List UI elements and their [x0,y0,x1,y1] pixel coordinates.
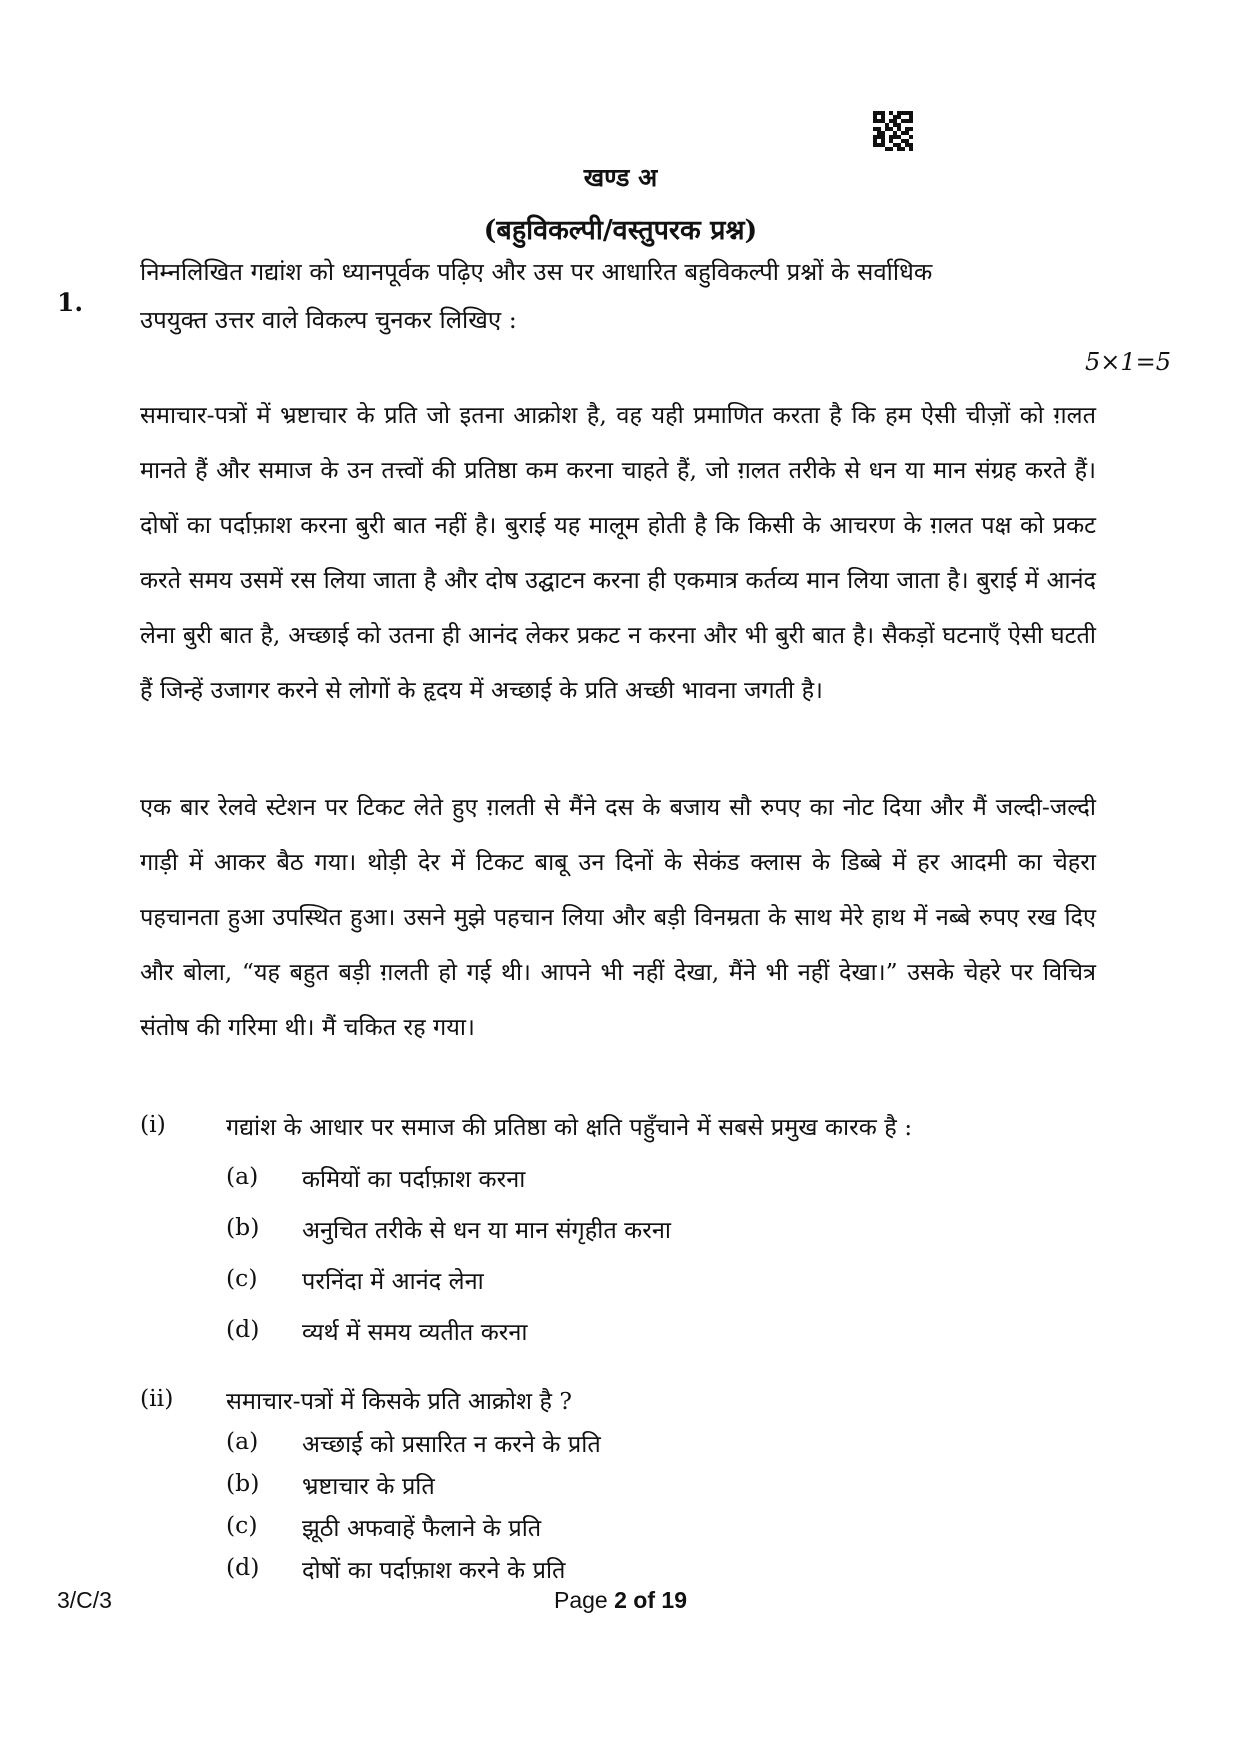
page-current: 2 [614,1587,627,1613]
option-label: (a) [226,1427,259,1455]
subquestion-number: (i) [140,1110,166,1138]
option-label: (b) [226,1213,260,1241]
page-prefix: Page [554,1587,615,1613]
option-text: परनिंदा में आनंद लेना [302,1267,484,1295]
subquestion-text: गद्यांश के आधार पर समाज की प्रतिष्ठा को क्षति पहुँचाने में सबसे प्रमुख कारक है : [226,1113,913,1141]
subquestion-text: समाचार-पत्रों में किसके प्रति आक्रोश है ? [226,1387,572,1415]
option-text: अनुचित तरीके से धन या मान संगृहीत करना [302,1216,671,1244]
option-text: कमियों का पर्दाफ़ाश करना [302,1165,526,1193]
option-text: दोषों का पर्दाफ़ाश करने के प्रति [302,1556,566,1584]
option-text: झूठी अफवाहें फैलाने के प्रति [302,1514,542,1542]
page-of: of [626,1587,662,1613]
footer-page-number [0,1587,1241,1614]
footer-paper-code: 3/C/3 [57,1587,112,1613]
option-label: (c) [226,1511,258,1539]
passage-paragraph-1: समाचार-पत्रों में भ्रष्टाचार के प्रति जो इतना आक्रोश है, वह यही प्रमाणित करता है कि हम ऐसी चीज़ों को ग़लत मानते हैं और समाज के उन तत्त्वों की प्रतिष्ठा कम करना चाहते हैं, जो ग़लत तरीके से धन या मान संग्रह करते हैं। दोषों का पर्दाफ़ाश करना बुरी बात नहीं है। बुराई यह मालूम होती है कि किसी के आचरण के ग़लत पक्ष को प्रकट करते समय उसमें रस लिया जाता है और दोष उद्घाटन करना ही एकमात्र कर्तव्य मान लिया जाता है। बुराई में आनंद लेना बुरी बात है, अच्छाई को उतना ही आनंद लेकर प्रकट न करना और भी बुरी बात है। सैकड़ों घटनाएँ ऐसी घटती हैं जिन्हें उजागर करने से लोगों के हृदय में अच्छाई के प्रति अच्छी भावना जगती है। [140,401,1096,704]
option-text: भ्रष्टाचार के प्रति [302,1472,435,1500]
option-label: (a) [226,1162,259,1190]
option-label: (b) [226,1469,260,1497]
question-instruction-line1: निम्नलिखित गद्यांश को ध्यानपूर्वक पढ़िए और उस पर आधारित बहुविकल्पी प्रश्नों के सर्वाधिक [140,258,933,286]
page-total: 19 [661,1587,687,1613]
question-marks: 5×1=5 [1084,348,1171,376]
question-instruction-line2: उपयुक्त उत्तर वाले विकल्प चुनकर लिखिए : [140,306,517,334]
section-title: खण्ड अ [583,163,658,192]
option-label: (c) [226,1264,258,1292]
section-subtitle: (बहुविकल्पी/वस्तुपरक प्रश्न) [483,215,758,246]
option-text: अच्छाई को प्रसारित न करने के प्रति [302,1430,601,1458]
passage-paragraph-2: एक बार रेलवे स्टेशन पर टिकट लेते हुए ग़लती से मैंने दस के बजाय सौ रुपए का नोट दिया और मैं जल्दी-जल्दी गाड़ी में आकर बैठ गया। थोड़ी देर में टिकट बाबू उन दिनों के सेकंड क्लास के डिब्बे में हर आदमी का चेहरा पहचानता हुआ उपस्थित हुआ। उसने मुझे पहचान लिया और बड़ी विनम्रता के साथ मेरे हाथ में नब्बे रुपए रख दिए और बोला, “यह बहुत बड़ी ग़लती हो गई थी। आपने भी नहीं देखा, मैंने भी नहीं देखा।” उसके चेहरे पर विचित्र संतोष की गरिमा थी। मैं चकित रह गया। [140,793,1096,1041]
option-label: (d) [226,1553,260,1581]
subquestion-number: (ii) [140,1384,174,1412]
question-number: 1. [57,288,84,317]
qr-code [873,111,913,151]
option-text: व्यर्थ में समय व्यतीत करना [302,1318,528,1346]
option-label: (d) [226,1315,260,1343]
